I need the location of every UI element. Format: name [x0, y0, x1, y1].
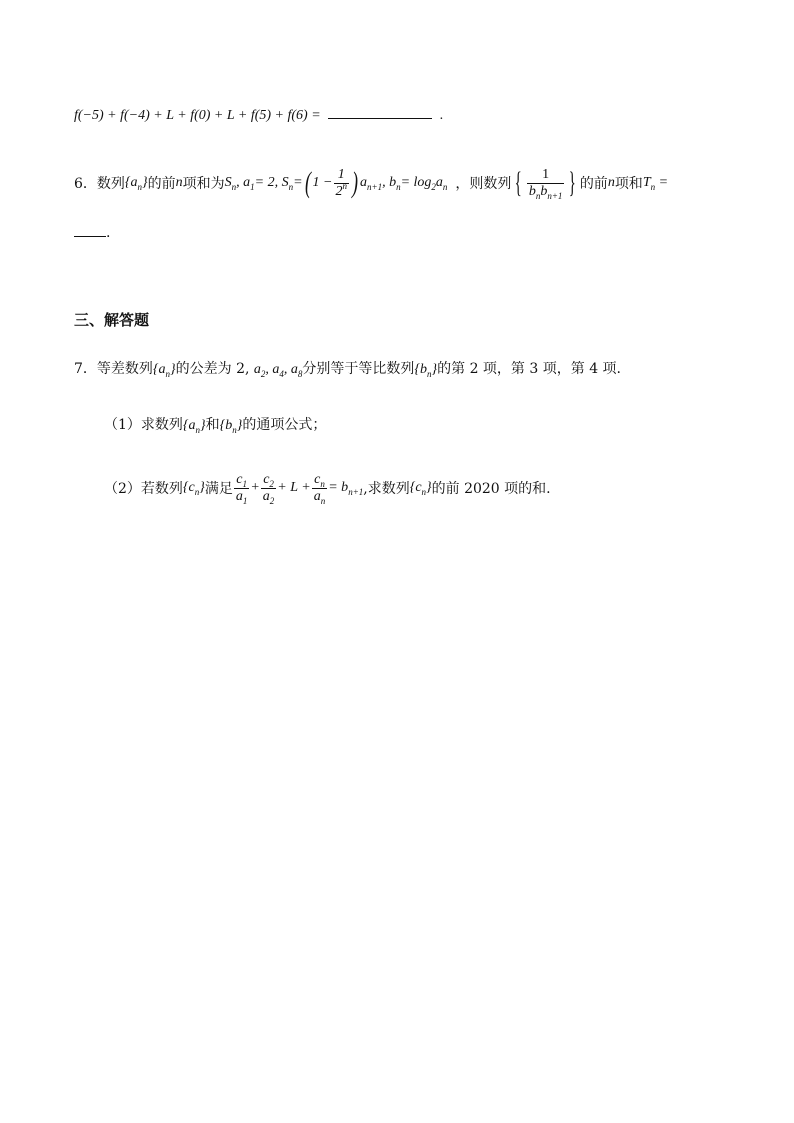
- end-mark: .: [106, 225, 111, 241]
- problem5-expression: f(−5) + f(−4) + L + f(0) + L + f(5) + f(6) =: [74, 108, 321, 123]
- var-t-n: $T_n$ =: [642, 175, 669, 192]
- answer-blank[interactable]: [74, 224, 106, 237]
- part-text: 和: [205, 417, 220, 433]
- end-mark: .: [439, 108, 444, 123]
- var-n: n: [175, 175, 183, 190]
- problem6-text: 项和为: [182, 176, 225, 192]
- problem7-part1: [104, 414, 326, 434]
- sum-condition: $\frac{c_1}{a_1}$ + $\frac{c_2}{a_2}$ + L + $\frac{c_n}{a_n}$ = b n+1: [235, 471, 364, 506]
- problem7-text: 等差数列: [96, 361, 153, 377]
- answer-blank[interactable]: [328, 106, 432, 119]
- problem7-line: [74, 358, 621, 378]
- sequence-b-n: $\{b_n\}$: [414, 362, 438, 379]
- sequence-a-n: $\{a_n\}$: [182, 418, 206, 435]
- problem6-text: ，则数列: [455, 176, 512, 192]
- problem5-equation-line: [74, 106, 443, 124]
- problem7-part2: [104, 470, 551, 506]
- part-text: ,求数列: [363, 481, 410, 497]
- part-text: 的通项公式；: [242, 417, 327, 433]
- sequence-reciprocal: { $\frac{1}{b_nb_{n+1}}$ }: [515, 166, 577, 201]
- sequence-c-n: $\{c_n\}$: [409, 480, 432, 497]
- sequence-c-n: $\{c_n\}$: [182, 480, 205, 497]
- problem6-number: 6．: [74, 176, 97, 192]
- problem6-text: 项和: [614, 176, 643, 192]
- part-label: （2）: [104, 481, 141, 497]
- sequence-b-n: $\{b_n\}$: [219, 418, 243, 435]
- part-text: 若数列: [140, 481, 183, 497]
- var-n: n: [607, 175, 615, 190]
- problem6-line: [74, 166, 668, 200]
- section-heading: 三、解答题: [74, 311, 150, 329]
- problem6-condition: S n , a 1 = 2, S n = ( 1 − $\frac{1}{2^n}$ ) a n+1 , b n = log 2 a n: [224, 166, 448, 199]
- part-text: 的前 2020 项的和.: [431, 481, 551, 497]
- terms-a2-a4-a8: $a_2$, $a_4$, $a_8$: [253, 362, 303, 379]
- part-text: 满足: [204, 481, 233, 497]
- part-label: （1）: [104, 417, 141, 433]
- problem6-text: 的前: [147, 176, 176, 192]
- sequence-a-n: $\{a_n\}$: [124, 175, 148, 192]
- problem6-text: 的前: [579, 176, 608, 192]
- part-text: 求数列: [140, 417, 183, 433]
- problem6-text: 数列: [96, 176, 125, 192]
- problem7-number: 7．: [74, 361, 97, 377]
- problem7-text: 分别等于等比数列: [302, 361, 415, 377]
- problem7-text: 的公差为 2,: [175, 361, 250, 377]
- sequence-a-n: $\{a_n\}$: [152, 362, 176, 379]
- problem6-answer-line: [74, 224, 110, 241]
- problem7-text: 的第 2 项，第 3 项，第 4 项.: [437, 361, 621, 377]
